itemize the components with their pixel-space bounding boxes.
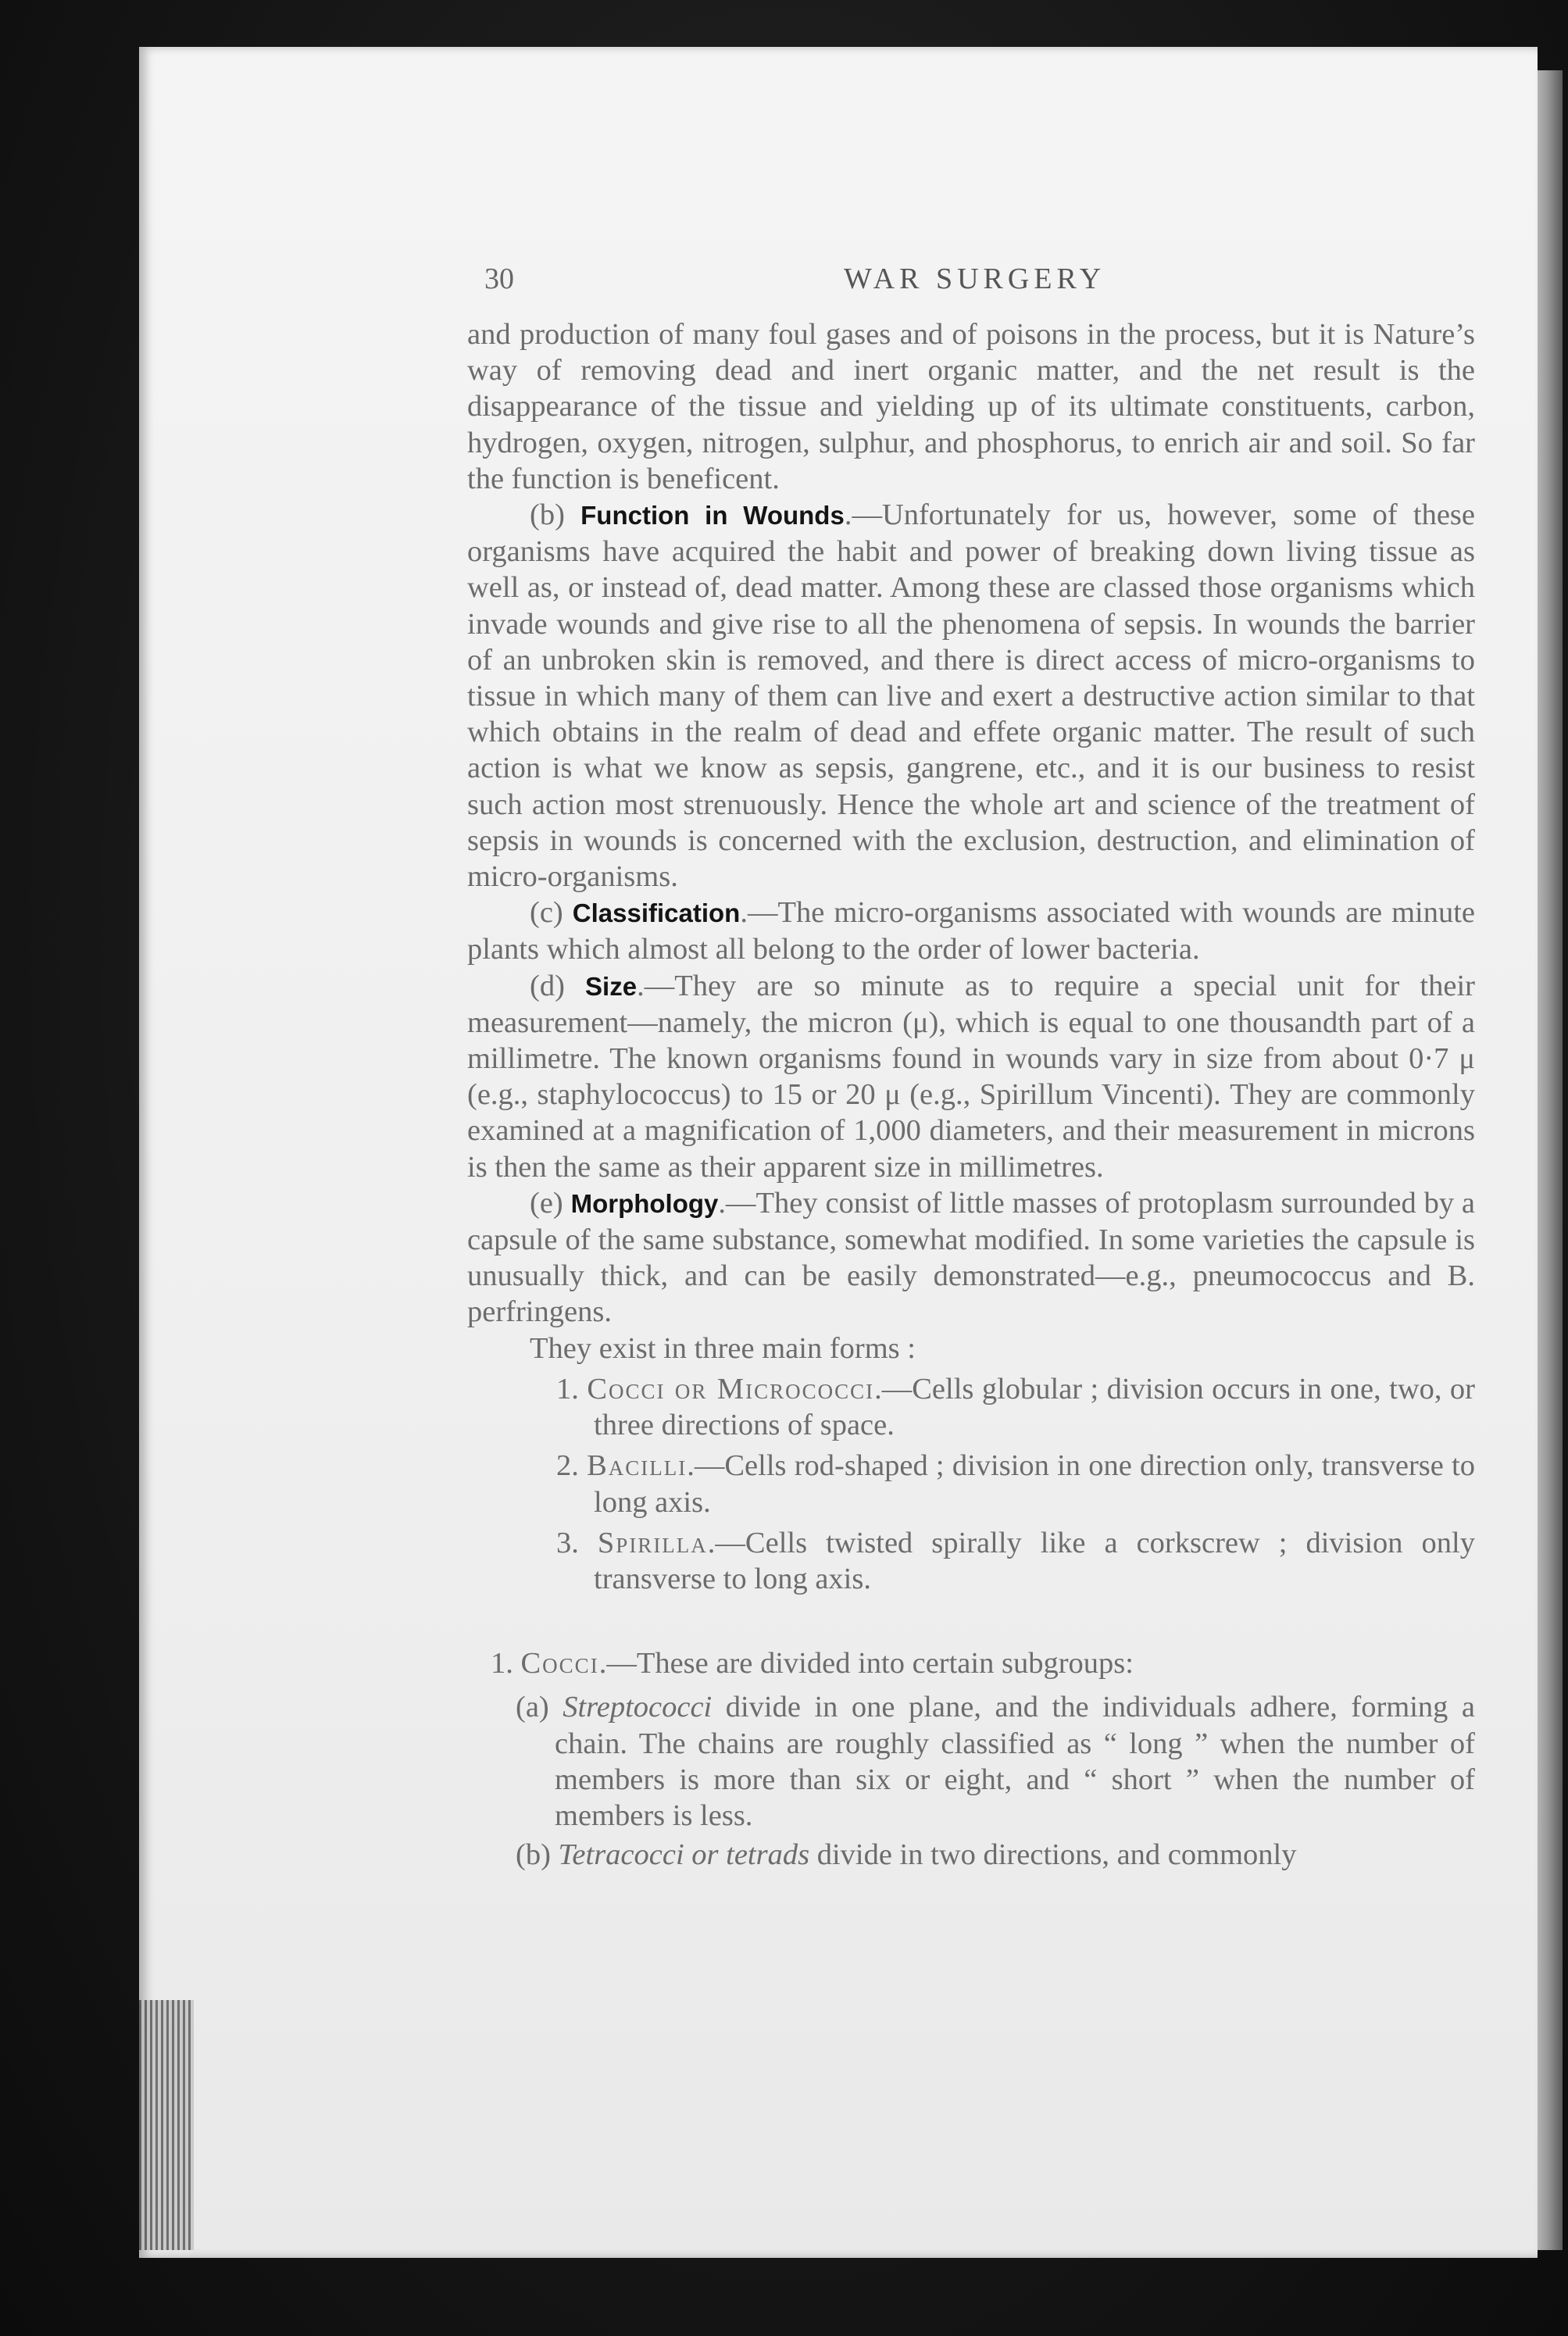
section-heading-size: Size — [585, 971, 638, 1001]
list-item-form-1 — [467, 1371, 1475, 1443]
cocci-heading — [467, 1645, 1475, 1681]
section-heading-function-in-wounds: Function in Wounds — [580, 501, 845, 530]
item-label: (e) — [530, 1186, 563, 1220]
form-name: Cocci or Micrococci — [587, 1372, 875, 1406]
paragraph-function-in-wounds — [467, 497, 1475, 895]
item-label: (d) — [530, 969, 565, 1002]
item-label: (c) — [530, 896, 563, 930]
subgroup-text: divide in one plane, and the individuals adhere, forming a chain. The chains are roughly classified as “ long ” when the number of members is more than six or eight, and “ short ” when the number of members is less. — [555, 1691, 1476, 1832]
paragraph-morphology — [467, 1185, 1475, 1331]
list-item-form-2 — [467, 1448, 1475, 1520]
section-text: .—Unfortunately for us, however, some of these organisms have acquired the habit and power of breaking down living tissue as well as, or instead of, dead matter. Among these are classed those organisms which invade wounds and give rise to all the phenomena of sepsis. In wounds the barrier of an unbroken skin is removed, and there is direct access of micro-organisms to tissue in which many of them can live and exert a destructive action similar to that which obtains in the realm of dead and effete organic matter. The result of such action is what we know as sepsis, gangrene, etc., and it is our business to resist such action most strenuously. Hence the whole art and science of the treatment of sepsis in wounds is concerned with the exclusion, destruction, and elimination of micro-organisms. — [467, 498, 1476, 894]
subgroup-name: Tetracocci or tetrads — [558, 1838, 810, 1872]
paragraph-continuation: and production of many foul gases and of poisons in the process, but it is Nature’s way of removing dead and inert organic matter, and the net result is the disappearance of the tissue and yielding up of its ultimate constituents, carbon, hydrogen, oxygen, nitrogen, sulphur, and phosphorus, to enrich air and soil. So far the function is beneficent. — [467, 318, 1475, 495]
list-item-form-3 — [467, 1525, 1475, 1597]
section-text: .—They consist of little masses of protoplasm surrounded by a capsule of the same substance, somewhat modified. In some varieties the capsule is unusually thick, and can be easily demonstrated—e.g., pneumococcus and B. perfringens. — [467, 1186, 1476, 1329]
section-gap — [467, 1602, 1475, 1638]
item-label: (a) — [516, 1691, 549, 1724]
cocci-name: Cocci — [520, 1647, 599, 1681]
subgroup-name: Streptococci — [563, 1691, 713, 1724]
form-text: .—Cells twisted spirally like a corkscrew ; division only transverse to long axis. — [594, 1526, 1476, 1595]
form-name: Bacilli — [587, 1449, 688, 1483]
section-heading-classification: Classification — [572, 898, 741, 928]
page-body — [467, 316, 1475, 1876]
form-name: Spirilla — [597, 1526, 708, 1559]
page-gutter-edges — [139, 2000, 194, 2250]
forms-intro: They exist in three main forms : — [530, 1331, 916, 1365]
paragraph-size — [467, 968, 1475, 1185]
subgroup-streptococci — [467, 1689, 1475, 1834]
page-number: 30 — [484, 263, 514, 295]
list-number: 3. — [556, 1526, 579, 1559]
subgroup-tetracocci — [467, 1837, 1475, 1873]
item-label: (b) — [516, 1838, 551, 1872]
page-header — [484, 262, 1266, 309]
section-text: .—They are so minute as to require a special unit for their measurement—namely, the micron (μ), which is equal to one thousandth part of a millimetre. The known organisms found in wounds vary in size from about 0·7 μ (e.g., staphylococcus) to 15 or 20 μ (e.g., Spirillum Vincenti). They are commonly examined at a magnification of 1,000 diameters, and their measurement in microns is then the same as their apparent size in millimetres. — [467, 969, 1475, 1184]
section-text: .—The micro-organisms associated with wounds are minute plants which almost all belong to the order of lower bacteria. — [467, 896, 1476, 966]
section-heading-morphology: Morphology — [570, 1188, 719, 1218]
subgroup-text: divide in two directions, and commonly — [809, 1838, 1297, 1872]
running-title: WAR SURGERY — [844, 263, 1106, 295]
cocci-text: .—These are divided into certain subgroups: — [598, 1647, 1134, 1681]
list-number: 1. — [491, 1647, 513, 1681]
form-text: .—Cells globular ; division occurs in one, two, or three directions of space. — [594, 1372, 1475, 1442]
item-label: (b) — [530, 498, 565, 532]
paragraph-classification — [467, 895, 1475, 967]
form-text: .—Cells rod-shaped ; division in one direction only, transverse to long axis. — [594, 1449, 1476, 1519]
list-number: 2. — [556, 1449, 579, 1483]
list-number: 1. — [556, 1372, 579, 1406]
